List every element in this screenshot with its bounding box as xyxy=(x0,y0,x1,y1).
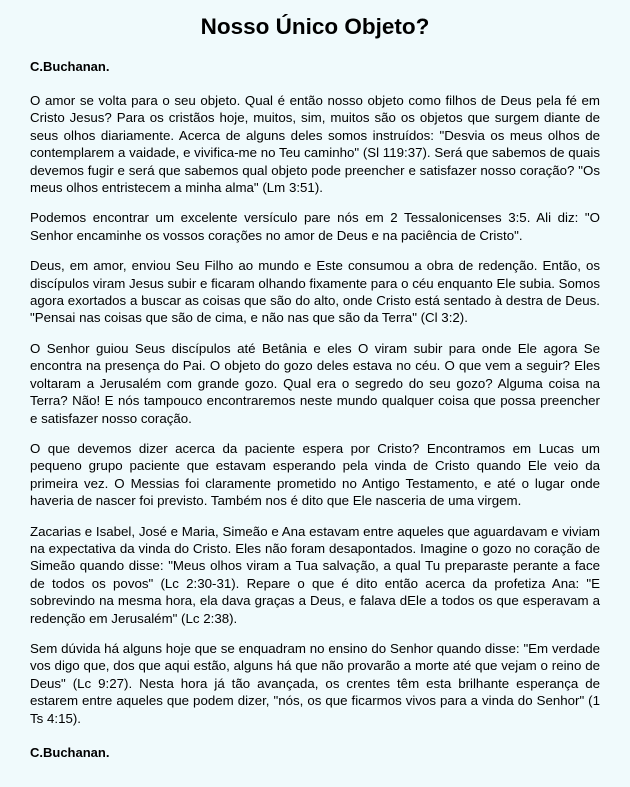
paragraph: Podemos encontrar um excelente versículo pare nós em 2 Tessalonicenses 3:5. Ali diz: "O Senhor encaminhe os vossos corações no amor de Deus e na paciência de Cristo". xyxy=(30,210,600,243)
author-signature: C.Buchanan. xyxy=(30,745,110,760)
paragraph: Zacarias e Isabel, José e Maria, Simeão e Ana estavam entre aqueles que aguardavam e viviam na expectativa da vinda do Cristo. Eles não foram desapontados. Imagine o gozo no coração de Simeão quando disse: "Meus olhos viram a Tua salvação, a qual Tu preparaste perante a face de todos os povos" (Lc 2:30-31). Repare o que é dito então acerca da profetiza Ana: "E sobrevindo na mesma hora, ela dava graças a Deus, e falava dEle a todos os que esperavam a redenção em Jerusalém" (Lc 2:38). xyxy=(30,523,600,626)
paragraph: Deus, em amor, enviou Seu Filho ao mundo e Este consumou a obra de redenção. Então, os discípulos viram Jesus subir e ficaram olhando fixamente para o céu enquanto Ele subia. Somos agora exortados a buscar as coisas que são do alto, onde Cristo está sentado à destra de Deus. "Pensai nas coisas que são de cima, e não nas que são da Terra" (Cl 3:2). xyxy=(30,258,600,326)
page-title: Nosso Único Objeto? xyxy=(200,14,430,39)
author-name: C.Buchanan. xyxy=(30,59,110,74)
paragraph: O amor se volta para o seu objeto. Qual é então nosso objeto como filhos de Deus pela fé em Cristo Jesus? Para os cristãos hoje, muitos, sim, muitos são os objetos que surgem diante de seus olhos diariamente. Acerca de alguns deles somos instruídos: "Desvia os meus olhos de contemplarem a vaidade, e vivifica-me no Teu caminho" (Sl 119:37). Será que sabemos de quais devemos fugir e será que sabemos qual objeto pode preencher e satisfazer nosso coração? "Os meus olhos entristecem a minha alma" (Lm 3:51). xyxy=(30,93,600,196)
paragraph: O que devemos dizer acerca da paciente espera por Cristo? Encontramos em Lucas um pequeno grupo paciente que estavam esperando pela vinda de Cristo quando Ele veio da primeira vez. O Messias foi claramente prometido no Antigo Testamento, e até o lugar onde haveria de nascer foi previsto. Também nos é dito que Ele nasceria de uma virgem. xyxy=(30,440,600,509)
paragraph: O Senhor guiou Seus discípulos até Betânia e eles O viram subir para onde Ele agora Se encontra na presença do Pai. O objeto do gozo deles estava no céu. O que vem a seguir? Eles voltaram a Jerusalém com grande gozo. Qual era o segredo do seu gozo? Alguma coisa na Terra? Não! E nós tampouco encontraremos neste mundo qualquer coisa que possa preencher e satisfazer nosso coração. xyxy=(30,340,600,426)
paragraph: Sem dúvida há alguns hoje que se enquadram no ensino do Senhor quando disse: "Em verdade vos digo que, dos que aqui estão, alguns há que não provarão a morte até que vejam o reino de Deus" (Lc 9:27). Nesta hora já tão avançada, os crentes têm esta brilhante esperança de estarem entre aqueles que podem dizer, "nós, os que ficarmos vivos para a vinda do Senhor" (1 Ts 4:15). xyxy=(30,640,600,726)
